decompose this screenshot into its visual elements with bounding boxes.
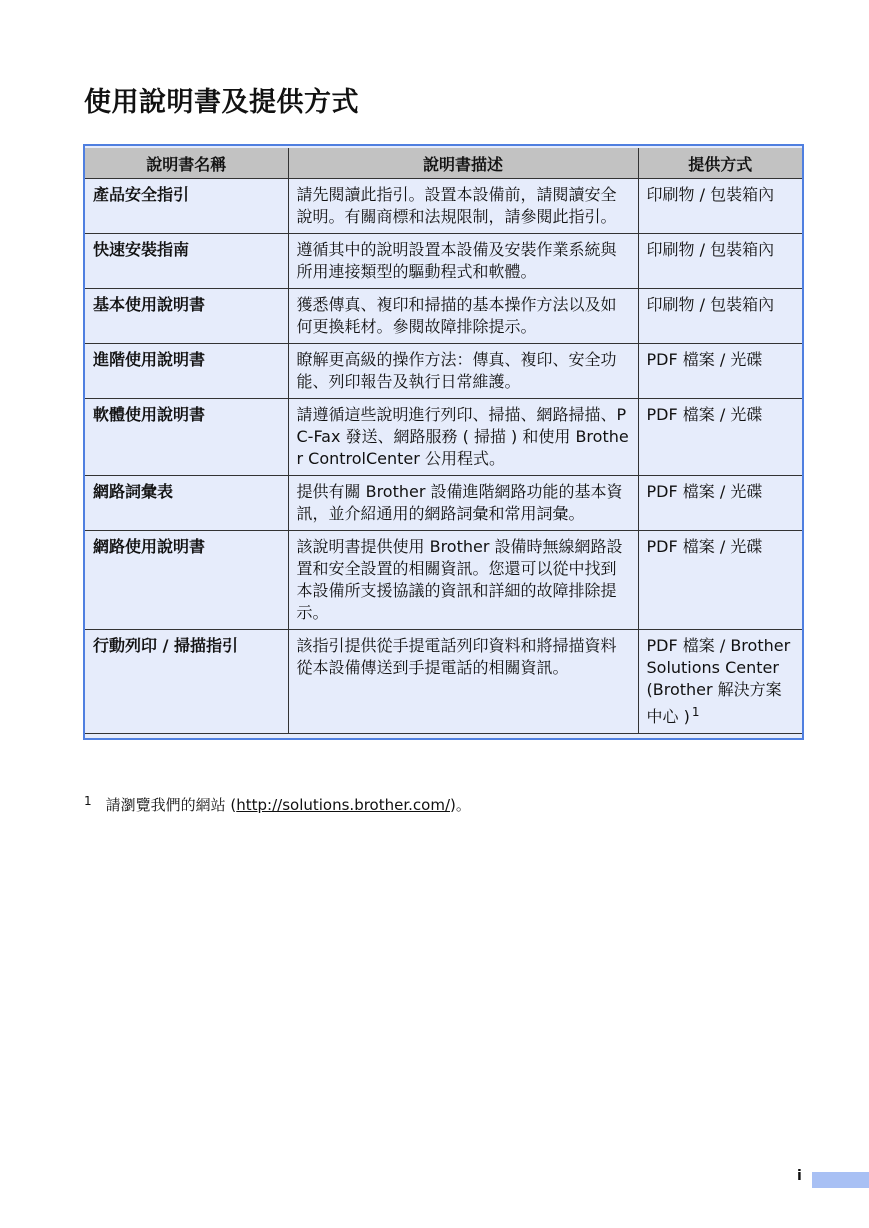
manual-provision: 印刷物 / 包裝箱內 [638, 234, 802, 289]
manual-provision: PDF 檔案 / 光碟 [638, 476, 802, 531]
manual-provision: PDF 檔案 / 光碟 [638, 344, 802, 399]
footnote [84, 794, 471, 815]
manuals-table-frame [83, 144, 804, 740]
manual-description: 提供有關 Brother 設備進階網路功能的基本資訊，並介紹通用的網路詞彙和常用詞彙。 [288, 476, 638, 531]
manual-description: 請先閱讀此指引。設置本設備前，請閱讀安全說明。有關商標和法規限制，請參閱此指引。 [288, 179, 638, 234]
manual-description: 請遵循這些說明進行列印、掃描、網路掃描、PC-Fax 發送、網路服務 ( 掃描 ) 和使用 Brother ControlCenter 公用程式。 [288, 399, 638, 476]
table-header-row [85, 148, 802, 179]
provision-text: PDF 檔案 / Brother Solutions Center (Brother 解決方案中心 ) [646, 636, 791, 726]
manual-provision [638, 630, 802, 734]
manual-description: 獲悉傳真、複印和掃描的基本操作方法以及如何更換耗材。參閱故障排除提示。 [288, 289, 638, 344]
manual-description: 該說明書提供使用 Brother 設備時無線網路設置和安全設置的相關資訊。您還可以從中找到本設備所支援協議的資訊和詳細的故障排除提示。 [288, 531, 638, 630]
table-row [85, 234, 802, 289]
header-provision-method: 提供方式 [638, 148, 802, 179]
table-row [85, 630, 802, 734]
header-manual-name: 說明書名稱 [85, 148, 288, 179]
manual-name: 產品安全指引 [85, 179, 288, 234]
manual-description: 遵循其中的說明設置本設備及安裝作業系統與所用連接類型的驅動程式和軟體。 [288, 234, 638, 289]
table-row [85, 476, 802, 531]
manual-description: 瞭解更高級的操作方法：傳真、複印、安全功能、列印報告及執行日常維護。 [288, 344, 638, 399]
manual-provision: 印刷物 / 包裝箱內 [638, 179, 802, 234]
table-row [85, 399, 802, 476]
footnote-text-after: )。 [450, 796, 471, 814]
table-row [85, 289, 802, 344]
footnote-text-before: 請瀏覽我們的網站 ( [105, 796, 237, 814]
manual-provision: 印刷物 / 包裝箱內 [638, 289, 802, 344]
manual-name: 快速安裝指南 [85, 234, 288, 289]
footnote-reference[interactable]: 1 [691, 705, 700, 719]
manual-description: 該指引提供從手提電話列印資料和將掃描資料從本設備傳送到手提電話的相關資訊。 [288, 630, 638, 734]
footnote-link[interactable]: http://solutions.brother.com/ [236, 796, 451, 814]
manual-provision: PDF 檔案 / 光碟 [638, 531, 802, 630]
manual-provision: PDF 檔案 / 光碟 [638, 399, 802, 476]
footnote-mark: 1 [84, 794, 92, 808]
table-row [85, 344, 802, 399]
page-tab-marker [812, 1172, 869, 1188]
manual-name: 網路詞彙表 [85, 476, 288, 531]
manual-name: 軟體使用說明書 [85, 399, 288, 476]
manual-name: 進階使用說明書 [85, 344, 288, 399]
manual-name: 行動列印 / 掃描指引 [85, 630, 288, 734]
page-number: i [797, 1168, 802, 1184]
manuals-table [85, 148, 802, 734]
table-row [85, 179, 802, 234]
page-title: 使用說明書及提供方式 [84, 87, 359, 118]
table-row [85, 531, 802, 630]
manual-name: 基本使用說明書 [85, 289, 288, 344]
header-manual-description: 說明書描述 [288, 148, 638, 179]
manual-name: 網路使用說明書 [85, 531, 288, 630]
